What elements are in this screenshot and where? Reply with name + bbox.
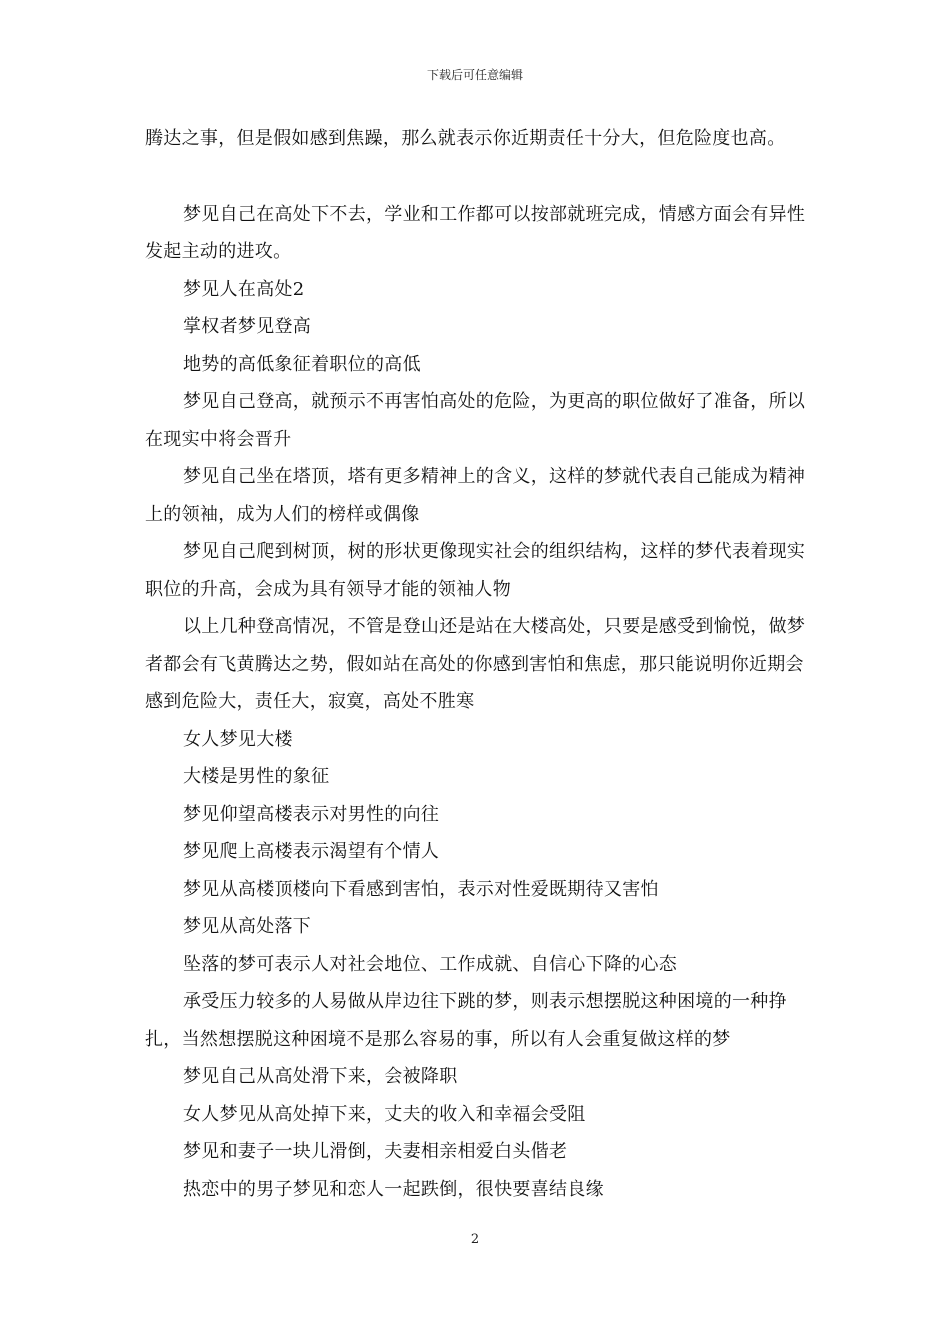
paragraph: 梦见自己登高，就预示不再害怕高处的危险，为更高的职位做好了准备，所以在现实中将会晋升: [145, 391, 806, 450]
paragraph-gap: [145, 158, 815, 196]
paragraph: 梦见自己爬到树顶，树的形状更像现实社会的组织结构，这样的梦代表着现实职位的升高，会成为具有领导才能的领袖人物: [145, 541, 806, 600]
page-number: 2: [470, 1232, 480, 1247]
paragraph: 梦见和妻子一块儿滑倒，夫妻相亲相爱白头偕老: [183, 1141, 568, 1162]
document-body: [145, 120, 815, 1208]
paragraph: 女人梦见从高处掉下来，丈夫的收入和幸福会受阻: [183, 1103, 586, 1125]
paragraph: 承受压力较多的人易做从岸边往下跳的梦，则表示想摆脱这种困境的一种挣扎，当然想摆脱这种困境不是那么容易的事，所以有人会重复做这样的梦: [145, 991, 787, 1050]
paragraph: 梦见自己从高处滑下来，会被降职: [183, 1066, 458, 1087]
paragraph: 梦见自己坐在塔顶，塔有更多精神上的含义，这样的梦就代表自己能成为精神上的领袖，成为人们的榜样或偶像: [145, 466, 806, 525]
paragraph: 热恋中的男子梦见和恋人一起跌倒，很快要喜结良缘: [183, 1178, 604, 1200]
paragraph: 女人梦见大楼: [183, 728, 293, 750]
paragraph: 梦见仰望高楼表示对男性的向往: [183, 803, 440, 825]
paragraph: 掌权者梦见登高: [183, 316, 312, 337]
paragraph: 梦见从高楼顶楼向下看感到害怕，表示对性爱既期待又害怕: [183, 878, 659, 900]
section-heading: 梦见人在高处2: [183, 278, 305, 300]
paragraph: 梦见从高处落下: [183, 916, 312, 937]
paragraph-continuation: 腾达之事，但是假如感到焦躁，那么就表示你近期责任十分大，但危险度也高。: [145, 128, 786, 149]
paragraph: 地势的高低象征着职位的高低: [183, 353, 421, 375]
paragraph: 大楼是男性的象征: [183, 766, 330, 787]
paragraph: 梦见自己在高处下不去，学业和工作都可以按部就班完成，情感方面会有异性发起主动的进攻。: [145, 203, 806, 262]
paragraph: 以上几种登高情况，不管是登山还是站在大楼高处，只要是感受到愉悦，做梦者都会有飞黄腾达之势，假如站在高处的你感到害怕和焦虑，那只能说明你近期会感到危险大，责任大，寂寞，高处不胜寒: [145, 616, 806, 712]
paragraph: 坠落的梦可表示人对社会地位、工作成就、自信心下降的心态: [183, 953, 678, 975]
page-header: 下载后可任意编辑: [426, 68, 523, 82]
paragraph: 梦见爬上高楼表示渴望有个情人: [183, 841, 440, 862]
